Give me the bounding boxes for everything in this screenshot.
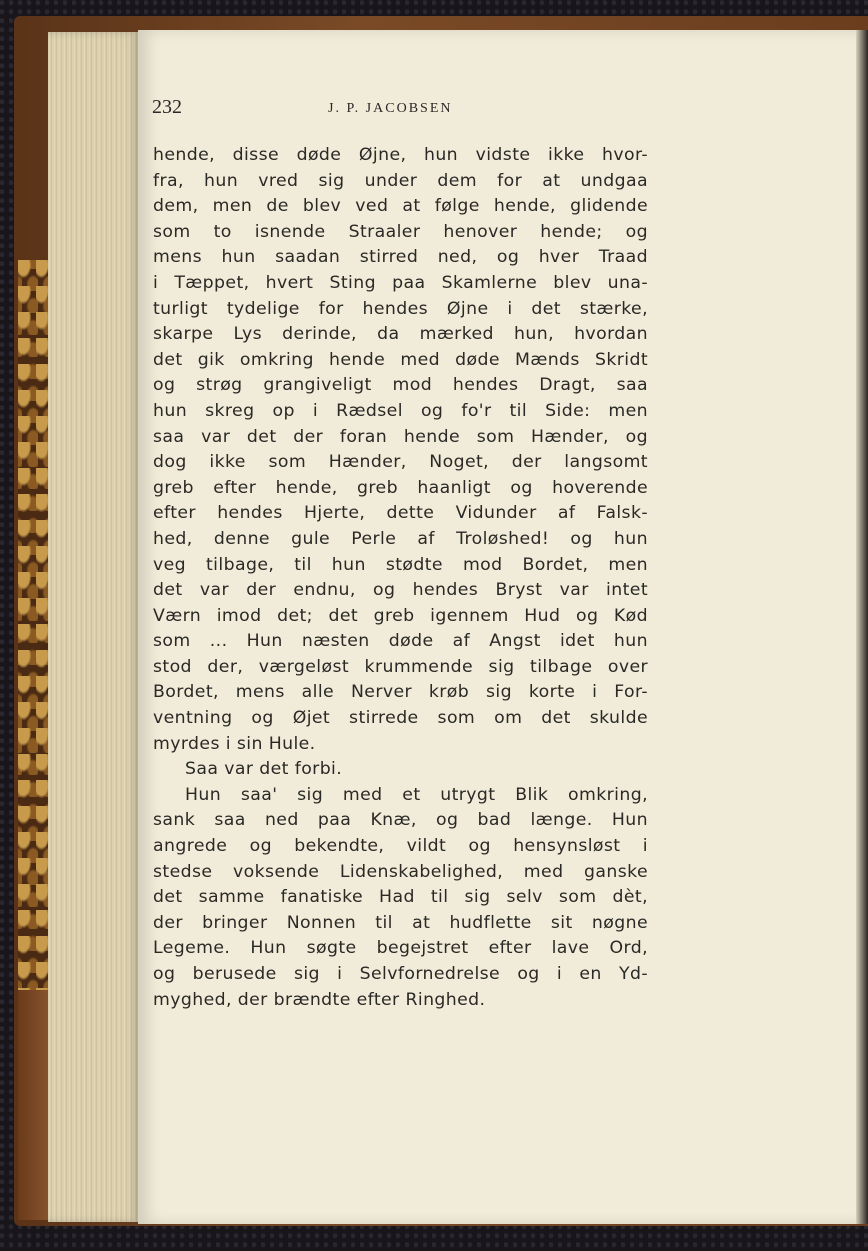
page-edges: [48, 32, 140, 1222]
page-number: 232: [152, 96, 182, 118]
text-line: dem, men de blev ved at følge hende, glidende: [153, 196, 648, 217]
text-line: der bringer Nonnen til at hudflette sit nøgne: [153, 912, 648, 933]
running-title: J. P. JACOBSEN: [328, 101, 453, 116]
text-line: som ... Hun næsten døde af Angst idet hun: [153, 631, 648, 652]
text-line: Værn imod det; det greb igennem Hud og Kød: [153, 605, 648, 626]
text-line: som to isnende Straaler henover hende; og: [153, 221, 648, 242]
page-gutter-shadow: [856, 30, 868, 1224]
marbled-cover-pattern: [18, 260, 50, 990]
text-line: hun skreg op i Rædsel og fo'r til Side: men: [153, 400, 648, 421]
cover-spine-corner: [18, 990, 52, 1220]
text-line: stod der, værgeløst krummende sig tilbage over: [153, 656, 648, 677]
text-line: dog ikke som Hænder, Noget, der langsomt: [153, 452, 648, 473]
text-line: Saa var det forbi.: [185, 759, 343, 780]
text-line: sank saa ned paa Knæ, og bad længe. Hun: [153, 810, 648, 831]
text-line: veg tilbage, til hun stødte mod Bordet, men: [153, 554, 648, 575]
text-line: det samme fanatiske Had til sig selv som dèt,: [153, 887, 648, 908]
text-line: fra, hun vred sig under dem for at undgaa: [153, 170, 648, 191]
text-line: Hun saa' sig med et utrygt Blik omkring,: [185, 784, 648, 805]
text-line: mens hun saadan stirred ned, og hver Traad: [153, 247, 648, 268]
text-line: turligt tydelige for hendes Øjne i det stærke,: [153, 298, 648, 319]
text-line: ventning og Øjet stirrede som om det skulde: [153, 708, 648, 729]
text-line: det gik omkring hende med døde Mænds Skridt: [153, 349, 648, 370]
text-line: og berusede sig i Selvfornedrelse og i en Yd-: [153, 964, 648, 984]
text-line: Legeme. Hun søgte begejstret efter lave Ord,: [153, 938, 648, 959]
text-line: Bordet, mens alle Nerver krøb sig korte i For-: [153, 682, 648, 703]
text-line: greb efter hende, greb haanligt og hoverende: [153, 477, 648, 498]
body-text: [153, 143, 648, 1013]
text-line: efter hendes Hjerte, dette Vidunder af Falsk-: [153, 503, 648, 524]
text-line: skarpe Lys derinde, da mærked hun, hvordan: [153, 324, 648, 345]
text-line: myghed, der brændte efter Ringhed.: [153, 989, 486, 1010]
text-line: og strøg grangiveligt mod hendes Dragt, saa: [153, 375, 648, 396]
text-line: stedse voksende Lidenskabelighed, med ganske: [153, 861, 648, 882]
text-line: hende, disse døde Øjne, hun vidste ikke hvor-: [153, 145, 648, 165]
text-line: angrede og bekendte, vildt og hensynsløst i: [153, 836, 648, 857]
text-line: i Tæppet, hvert Sting paa Skamlerne blev una-: [153, 272, 648, 293]
text-line: myrdes i sin Hule.: [153, 733, 316, 754]
text-line: saa var det der foran hende som Hænder, og: [153, 426, 648, 447]
text-line: det var der endnu, og hendes Bryst var intet: [153, 580, 648, 601]
text-line: hed, denne gule Perle af Troløshed! og hun: [153, 528, 648, 549]
